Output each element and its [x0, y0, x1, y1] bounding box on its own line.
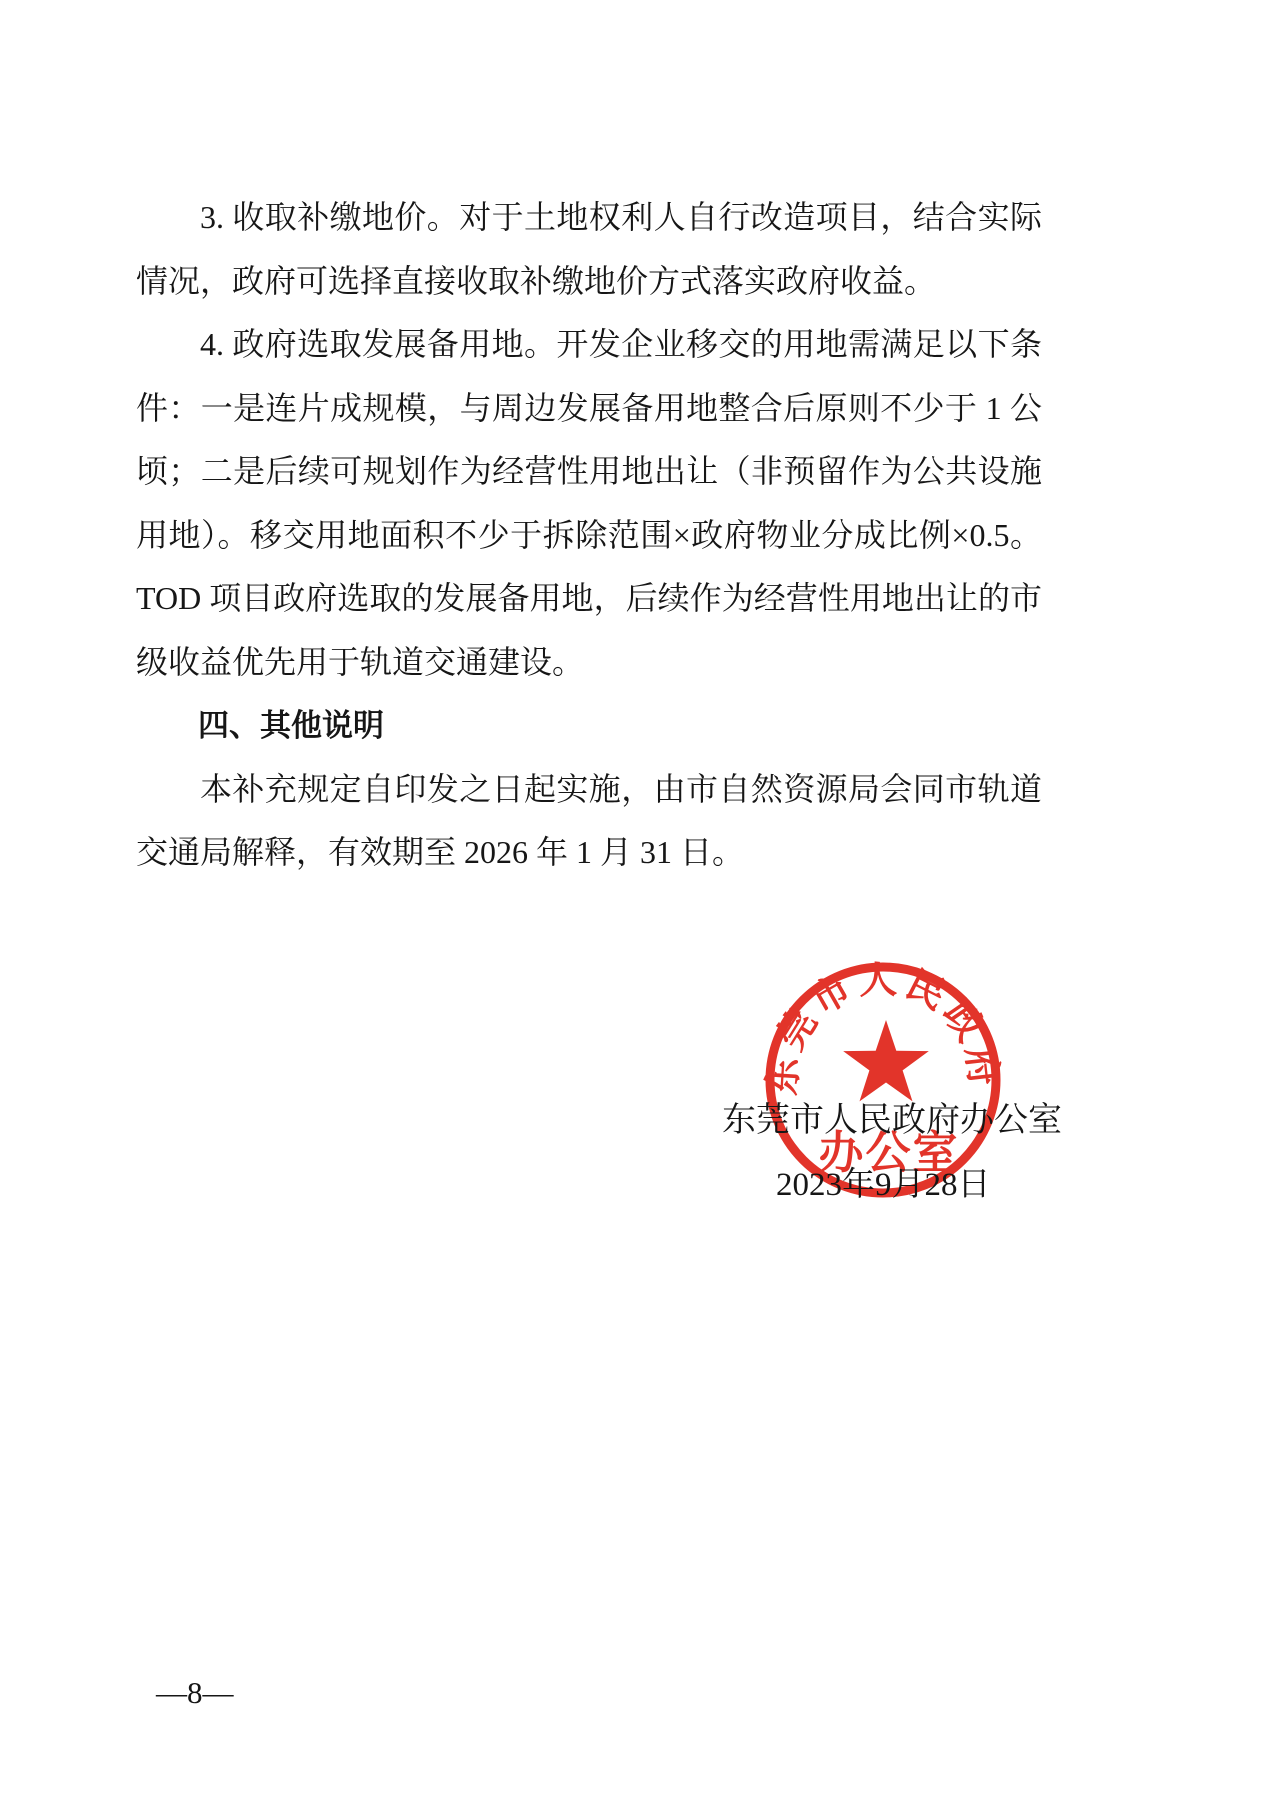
- body-line: 4. 政府选取发展备用地。开发企业移交的用地需满足以下条: [200, 326, 1042, 362]
- document-body: [136, 186, 1042, 885]
- star-icon: [843, 1020, 929, 1101]
- body-line: 情况，政府可选择直接收取补缴地价方式落实政府收益。: [136, 262, 937, 299]
- seal-bottom-text: 办公室: [818, 1128, 960, 1178]
- body-line: TOD 项目政府选取的发展备用地，后续作为经营性用地出让的市: [136, 580, 1042, 616]
- body-line: 顷；二是后续可规划作为经营性用地出让（非预留作为公共设施: [136, 453, 1042, 489]
- body-line: 级收益优先用于轨道交通建设。: [136, 643, 585, 680]
- body-line: 交通局解释，有效期至 2026 年 1 月 31 日。: [136, 834, 745, 870]
- body-line: 件：一是连片成规模，与周边发展备用地整合后原则不少于 1 公: [136, 389, 1042, 426]
- body-line: 用地）。移交用地面积不少于拆除范围×政府物业分成比例×0.5。: [136, 516, 1042, 553]
- signature-date: 2023年9月28日: [776, 1167, 991, 1203]
- body-line: 3. 收取补缴地价。对于土地权利人自行改造项目，结合实际: [200, 199, 1042, 235]
- section-heading: 四、其他说明: [198, 708, 384, 743]
- seal-arc-text: 东莞市人民政府: [761, 959, 1005, 1097]
- signature-agency: 东莞市人民政府办公室: [722, 1102, 1062, 1139]
- page-number: —8—: [156, 1675, 234, 1710]
- body-line: 本补充规定自印发之日起实施，由市自然资源局会同市轨道: [200, 770, 1042, 807]
